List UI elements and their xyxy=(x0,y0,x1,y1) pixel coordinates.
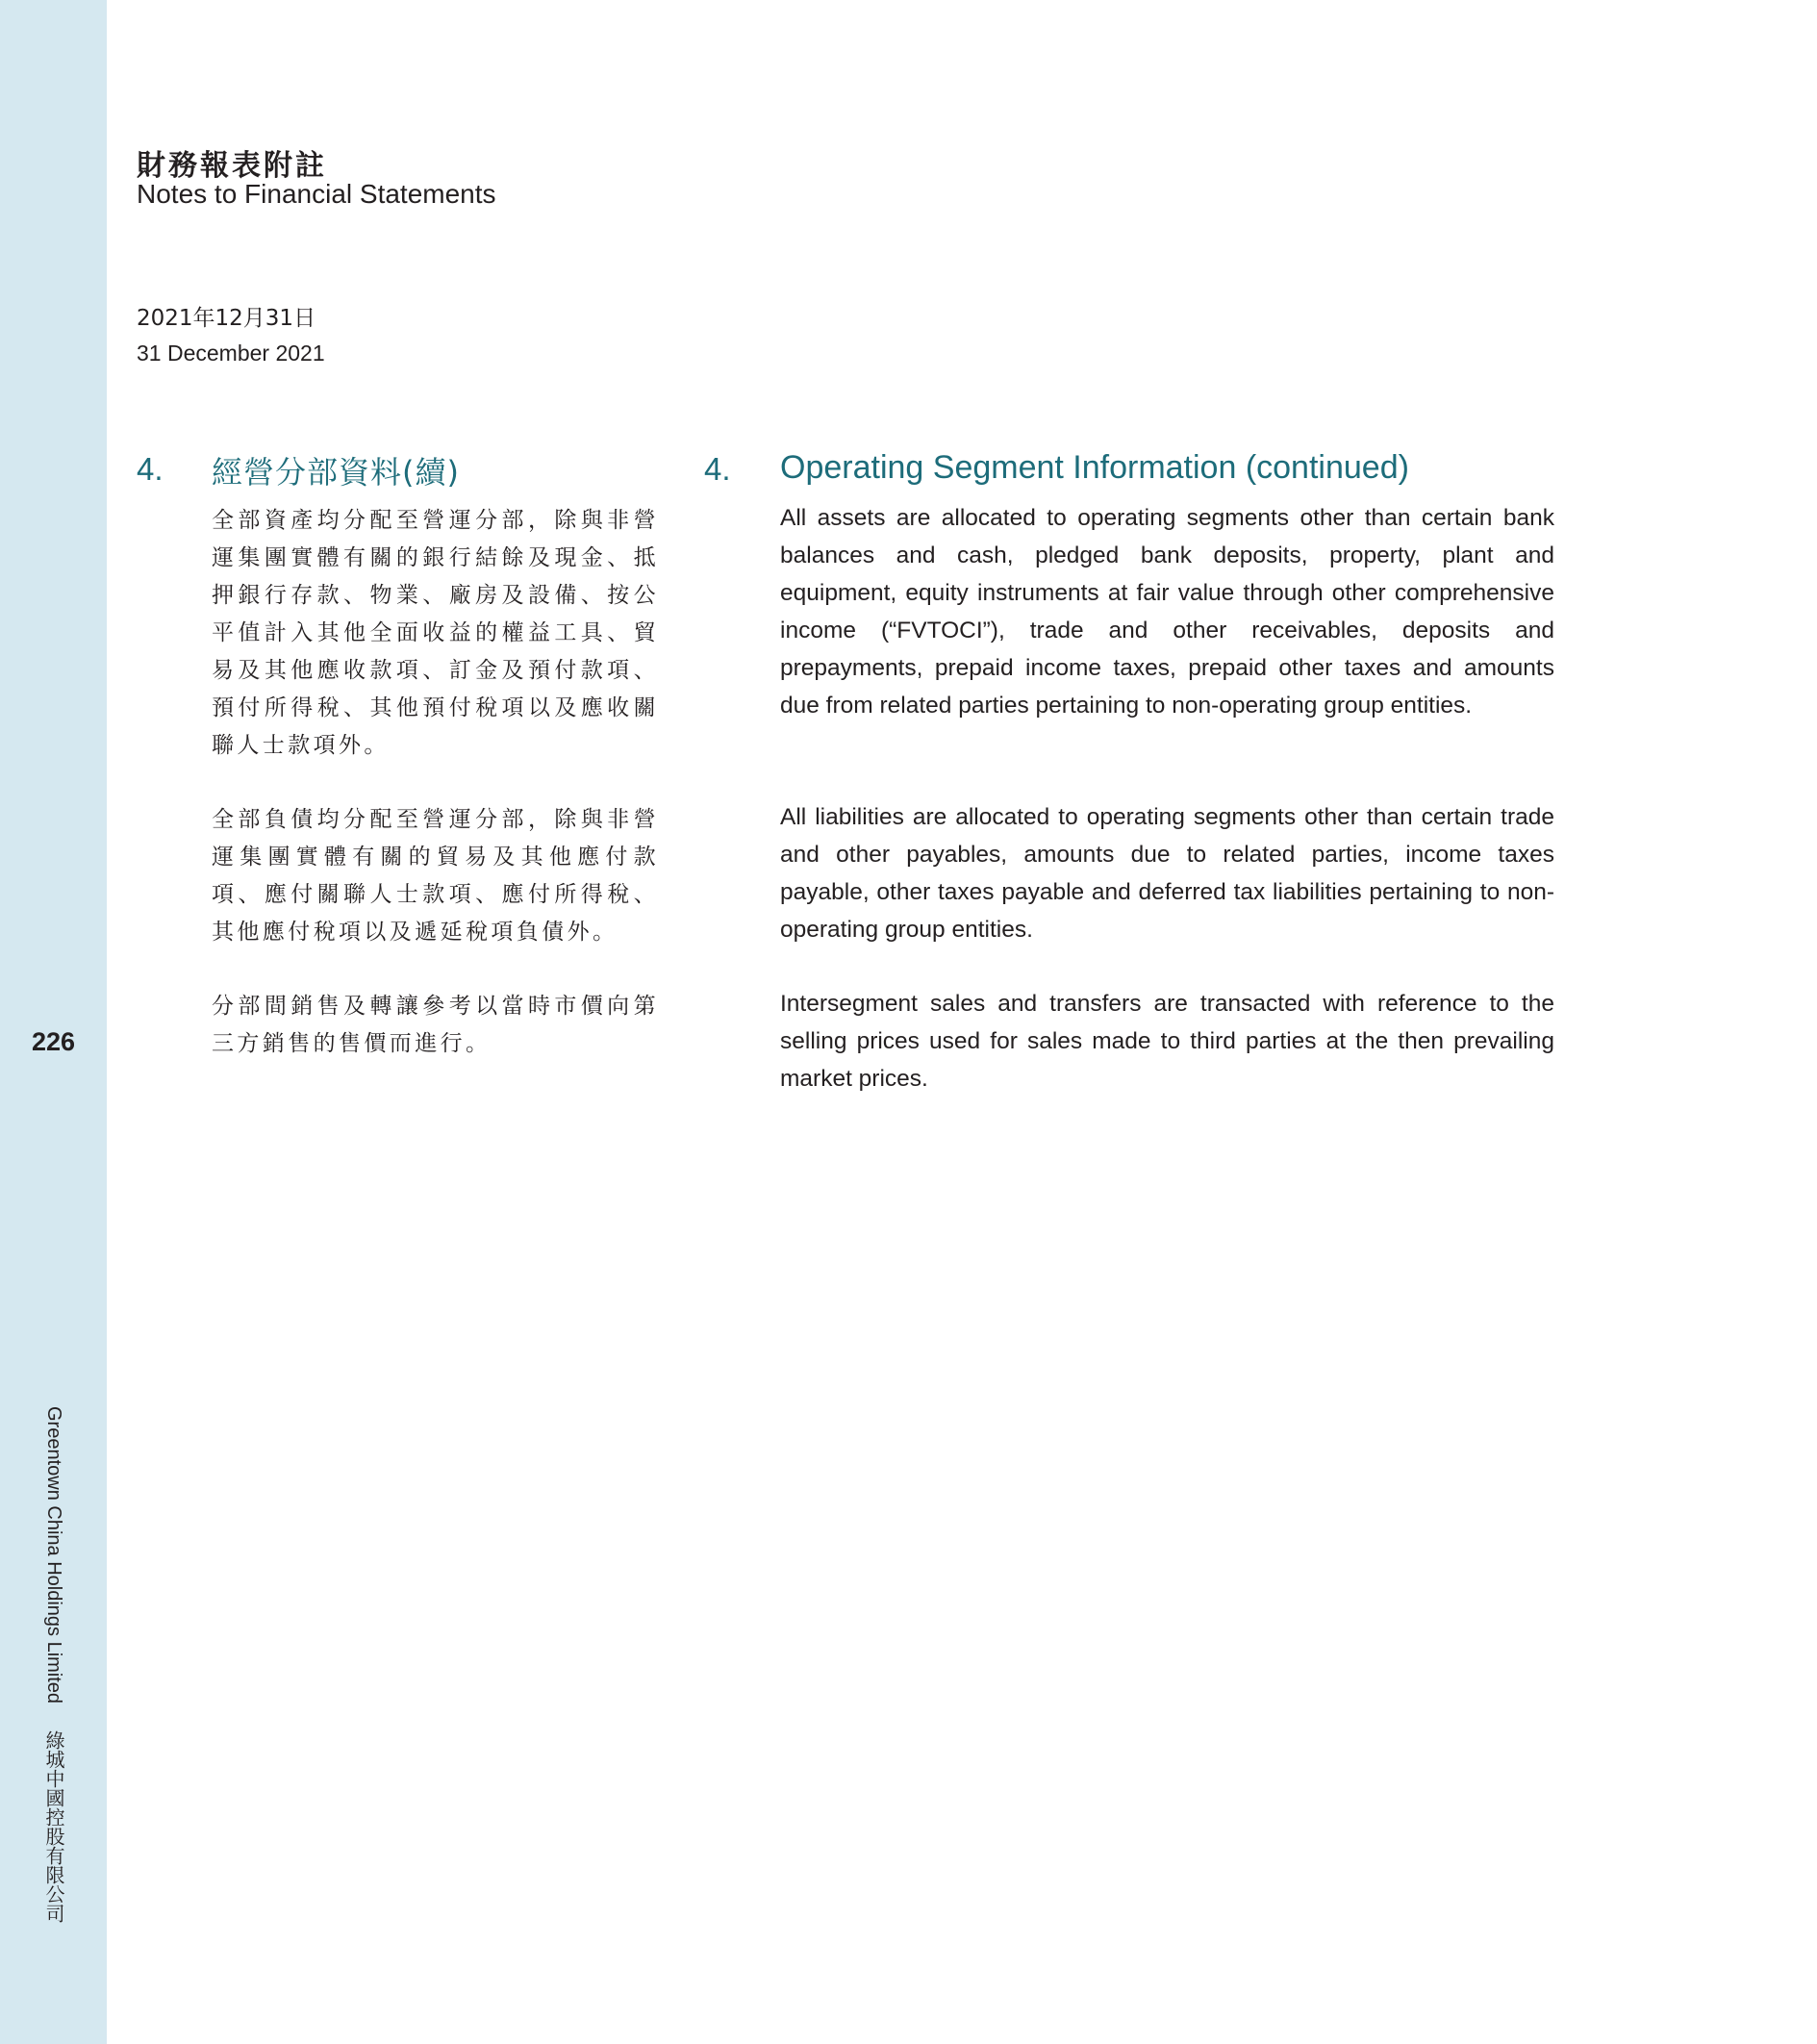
header-title-en: Notes to Financial Statements xyxy=(137,179,496,209)
page-number: 226 xyxy=(31,1027,76,1056)
section-title-cn: 經營分部資料(續) xyxy=(212,454,460,491)
date-cn: 2021年12月31日 xyxy=(137,306,316,331)
section-number-en: 4. xyxy=(704,451,731,487)
company-name-en: Greentown China Holdings Limited xyxy=(43,1406,64,1704)
date-en: 31 December 2021 xyxy=(137,341,325,366)
header-title-cn: 財務報表附註 xyxy=(137,149,327,183)
company-name-vertical xyxy=(39,1406,68,1923)
paragraph-en-assets: All assets are allocated to operating segments other than certain bank balances and cash, pledged bank deposits, property, plant and equipment, equity instruments at fair value through other comprehensive income (“FVTOCI”), trade and other receivables, deposits and prepayments, prepaid income taxes, prepaid other taxes and amounts due from related parties pertaining to non-operating group entities. xyxy=(780,505,1554,719)
paragraph-en-intersegment: Intersegment sales and transfers are transacted with reference to the selling prices used for sales made to third parties at the then prevailing market prices. xyxy=(780,991,1554,1092)
paragraph-en-liabilities: All liabilities are allocated to operating segments other than certain trade and other payables, amounts due to related parties, income taxes payable, other taxes payable and deferred tax liabilities pertaining to non-operating group entities. xyxy=(780,804,1554,943)
section-number-cn: 4. xyxy=(137,451,164,487)
paragraph-cn-intersegment: 分部間銷售及轉讓參考以當時市價向第三方銷售的售價而進行。 xyxy=(212,994,659,1056)
paragraph-cn-liabilities: 全部負債均分配至營運分部，除與非營運集團實體有關的貿易及其他應付款項、應付關聯人士款項、應付所得稅、其他應付稅項以及遞延稅項負債外。 xyxy=(212,807,659,945)
company-name-cn: 綠城中國控股有限公司 xyxy=(42,1729,65,1923)
paragraph-cn-assets: 全部資產均分配至營運分部，除與非營運集團實體有關的銀行結餘及現金、抵押銀行存款、物業、廠房及設備、按公平值計入其他全面收益的權益工具、貿易及其他應收款項、訂金及預付款項、預付所得稅、其他預付稅項以及應收關聯人士款項外。 xyxy=(212,508,659,758)
left-sidebar xyxy=(0,0,107,2044)
section-title-en: Operating Segment Information (continued) xyxy=(780,449,1409,486)
